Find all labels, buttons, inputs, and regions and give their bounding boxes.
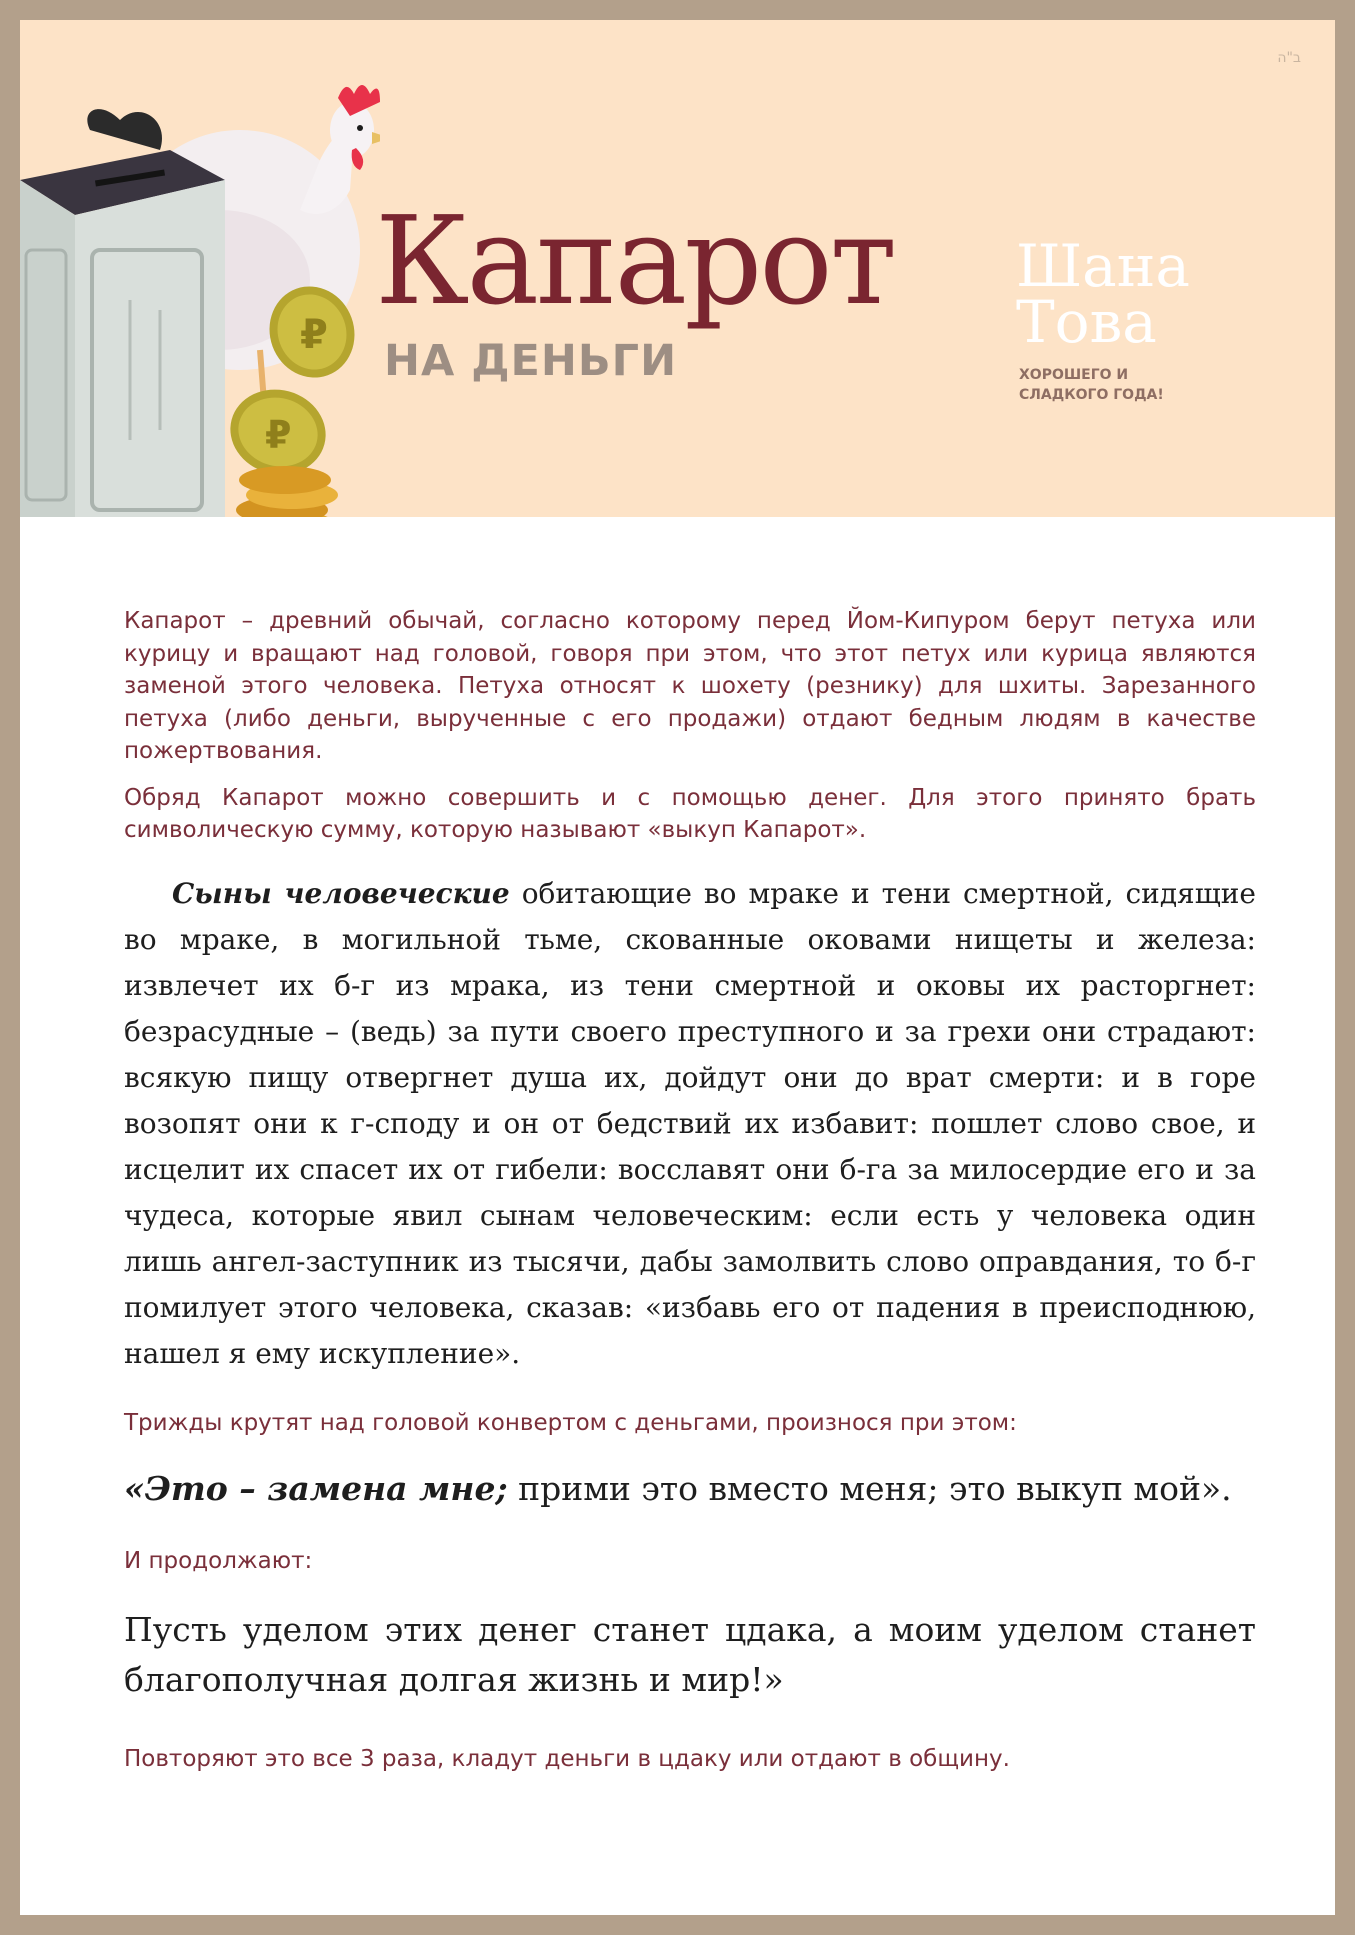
greeting-line-2: Това: [1016, 288, 1157, 356]
blessing-text: Пусть уделом этих денег станет цдака, а моим уделом станет благополучная долгая жизнь и мир!»: [124, 1609, 1256, 1699]
quote-line: [124, 1465, 1256, 1513]
instruction-1: Трижды крутят над головой конвертом с деньгами, произнося при этом:: [124, 1409, 1017, 1436]
intro-paragraph-1: Капарот – древний обычай, согласно которому перед Йом-Кипуром берут петуха или курицу и вращают над головой, говоря при этом, что этот петух или курица являются заменой этого человека. Петуха относят к шохету (резнику) для шхиты. Зарезанного петуха (либо деньги, вырученные с его продажи) отдают бедным людям в качестве пожертвования.: [124, 608, 1256, 764]
tzedakah-box-icon: [20, 150, 225, 517]
illustration: [20, 20, 380, 517]
closing-note: Повторяют это все 3 раза, кладут деньги в цдаку или отдают в общину.: [124, 1745, 1010, 1772]
header-banner: [20, 20, 1335, 517]
quote-lead: «Это – замена мне;: [124, 1468, 508, 1508]
article-body: [124, 605, 1256, 1775]
svg-text:₽: ₽: [300, 312, 328, 358]
greeting-line-1: Шана: [1016, 232, 1190, 300]
greeting-title: [1016, 232, 1276, 356]
document-page: [20, 20, 1335, 1915]
instruction-2: И продолжают:: [124, 1547, 313, 1574]
svg-text:₽: ₽: [265, 413, 292, 457]
greeting-subtitle: ХОРОШЕГО И СЛАДКОГО ГОДА!: [1019, 367, 1164, 403]
prayer-text: обитающие во мраке и тени смертной, сидящие во мраке, в могильной тьме, скованные оковами нищеты и железа: извлечет их б-г из мрака, из тени смертной и оковы их расторгнет: безрасудные – (ведь) за пути своего преступного и за грехи они страдают: всякую пищу отвергнет душа их, дойдут они до врат смерти: и в горе возопят они к г-споду и он от бедствий их избавит: пошлет слово свое, и исцелит их спасет их от гибели: восславят они б-га за милосердие его и за чудеса, которые явил сынам человеческим: если есть у человека один лишь ангел-заступник из тысячи, дабы замолвить слово оправдания, то б-г помилует этого человека, сказав: «избавь его от падения в преисподнюю, нашел я ему искупление».: [124, 876, 1256, 1370]
prayer-paragraph: [124, 871, 1256, 1377]
intro-paragraph-2: Обряд Капарот можно совершить и с помощью денег. Для этого принято брать символическую сумму, которую называют «выкуп Капарот».: [124, 784, 1256, 843]
quote-text: прими это вместо меня; это выкуп мой».: [507, 1468, 1232, 1508]
page-subtitle: НА ДЕНЬГИ: [384, 336, 678, 386]
prayer-lead: Сыны человеческие: [172, 876, 510, 910]
bh-mark: ב"ה: [1277, 50, 1301, 66]
page-title: Капарот: [375, 190, 895, 332]
coin-stack-icon: [236, 466, 338, 517]
